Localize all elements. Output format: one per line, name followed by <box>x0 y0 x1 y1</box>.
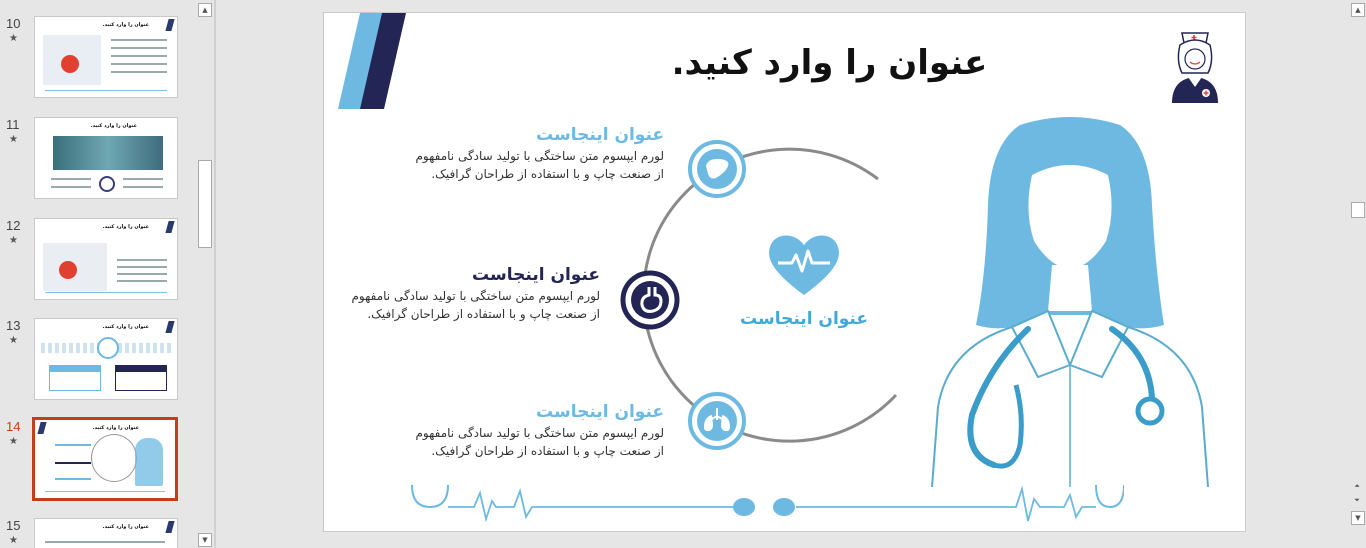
thumbnail-preview[interactable] <box>34 518 178 548</box>
previous-slide-icon[interactable]: ⏶ <box>1354 482 1360 490</box>
thumbnail-preview[interactable] <box>34 16 178 98</box>
thumbnail-scrollbar[interactable] <box>196 0 212 548</box>
thumbnail-number: 10 <box>6 16 21 31</box>
scrollbar-thumb[interactable] <box>1351 202 1365 218</box>
thumbnail-title: عنوان را وارد کنید. <box>102 224 149 230</box>
doctor-figure <box>920 115 1220 487</box>
block-body-line: لورم ایپسوم متن ساختگی با تولید سادگی نامفهوم <box>351 289 600 303</box>
next-slide-icon[interactable]: ⏷ <box>1354 496 1360 504</box>
nurse-icon <box>1166 27 1224 105</box>
block-heading: عنوان اینجاست <box>472 265 600 285</box>
thumbnail-preview[interactable] <box>34 117 178 199</box>
animation-star-icon: ★ <box>9 134 18 145</box>
scroll-down-arrow-icon[interactable]: ▼ <box>198 533 212 547</box>
ecg-line-decoration <box>404 477 1124 529</box>
thumbnail-title: عنوان را وارد کنید. <box>90 123 137 129</box>
block-body-line: از صنعت چاپ و با استفاده از طراحان گرافیک. <box>431 444 664 458</box>
block-body-line: از صنعت چاپ و با استفاده از طراحان گرافیک. <box>367 307 600 321</box>
block-body <box>380 147 664 183</box>
photo-placeholder <box>43 35 101 85</box>
thumbnail-slide-12[interactable] <box>0 218 196 308</box>
scroll-up-arrow-icon[interactable]: ▲ <box>198 3 212 17</box>
animation-star-icon: ★ <box>9 535 18 546</box>
animation-star-icon: ★ <box>9 235 18 246</box>
slide-thumbnail-panel <box>0 0 196 548</box>
scroll-up-arrow-icon[interactable]: ▲ <box>1351 3 1365 17</box>
center-label[interactable]: عنوان اینجاست <box>740 309 868 329</box>
heart-pulse-icon <box>764 227 844 299</box>
block-body-line: لورم ایپسوم متن ساختگی با تولید سادگی نامفهوم <box>415 149 664 163</box>
thumbnail-number: 13 <box>6 318 21 333</box>
text-block-2[interactable] <box>324 265 600 323</box>
thumbnail-title: عنوان را وارد کنید. <box>102 524 149 530</box>
animation-star-icon: ★ <box>9 33 18 44</box>
thumbnail-number: 14 <box>6 419 21 434</box>
thumbnail-preview[interactable] <box>32 417 178 501</box>
animation-star-icon: ★ <box>9 335 18 346</box>
animation-star-icon: ★ <box>9 436 18 447</box>
thumbnail-slide-15[interactable] <box>0 518 196 548</box>
photo-placeholder <box>43 243 107 291</box>
text-block-3[interactable] <box>380 402 664 460</box>
thumbnail-number: 15 <box>6 518 21 533</box>
scrollbar-thumb[interactable] <box>198 160 212 248</box>
block-heading: عنوان اینجاست <box>536 402 664 422</box>
slide-canvas[interactable] <box>323 12 1246 532</box>
photo-placeholder <box>53 136 163 170</box>
lungs-icon <box>686 390 748 452</box>
scroll-down-arrow-icon[interactable]: ▼ <box>1351 511 1365 525</box>
slide-scrollbar[interactable] <box>1349 0 1366 548</box>
text-block-1[interactable] <box>380 125 664 183</box>
thumbnail-preview[interactable] <box>34 218 178 300</box>
block-body <box>380 424 664 460</box>
thumbnail-slide-14[interactable] <box>0 419 196 509</box>
panel-divider[interactable] <box>214 0 216 548</box>
thumbnail-preview[interactable] <box>34 318 178 400</box>
thumbnail-number: 11 <box>6 117 20 132</box>
thumbnail-title: عنوان را وارد کنید. <box>92 425 139 431</box>
block-body-line: لورم ایپسوم متن ساختگی با تولید سادگی نامفهوم <box>415 426 664 440</box>
thumbnail-slide-13[interactable] <box>0 318 196 408</box>
liver-icon <box>686 138 748 200</box>
block-heading: عنوان اینجاست <box>536 125 664 145</box>
thumbnail-title: عنوان را وارد کنید. <box>102 324 149 330</box>
slide-title[interactable]: عنوان را وارد کنید. <box>671 43 988 83</box>
thumbnail-title: عنوان را وارد کنید. <box>102 22 149 28</box>
block-body-line: از صنعت چاپ و با استفاده از طراحان گرافیک. <box>431 167 664 181</box>
stripe-decoration <box>165 19 174 31</box>
block-body <box>324 287 600 323</box>
thumbnail-number: 12 <box>6 218 21 233</box>
thumbnail-slide-10[interactable] <box>0 16 196 106</box>
thumbnail-slide-11[interactable] <box>0 117 196 207</box>
stomach-icon <box>619 269 681 331</box>
